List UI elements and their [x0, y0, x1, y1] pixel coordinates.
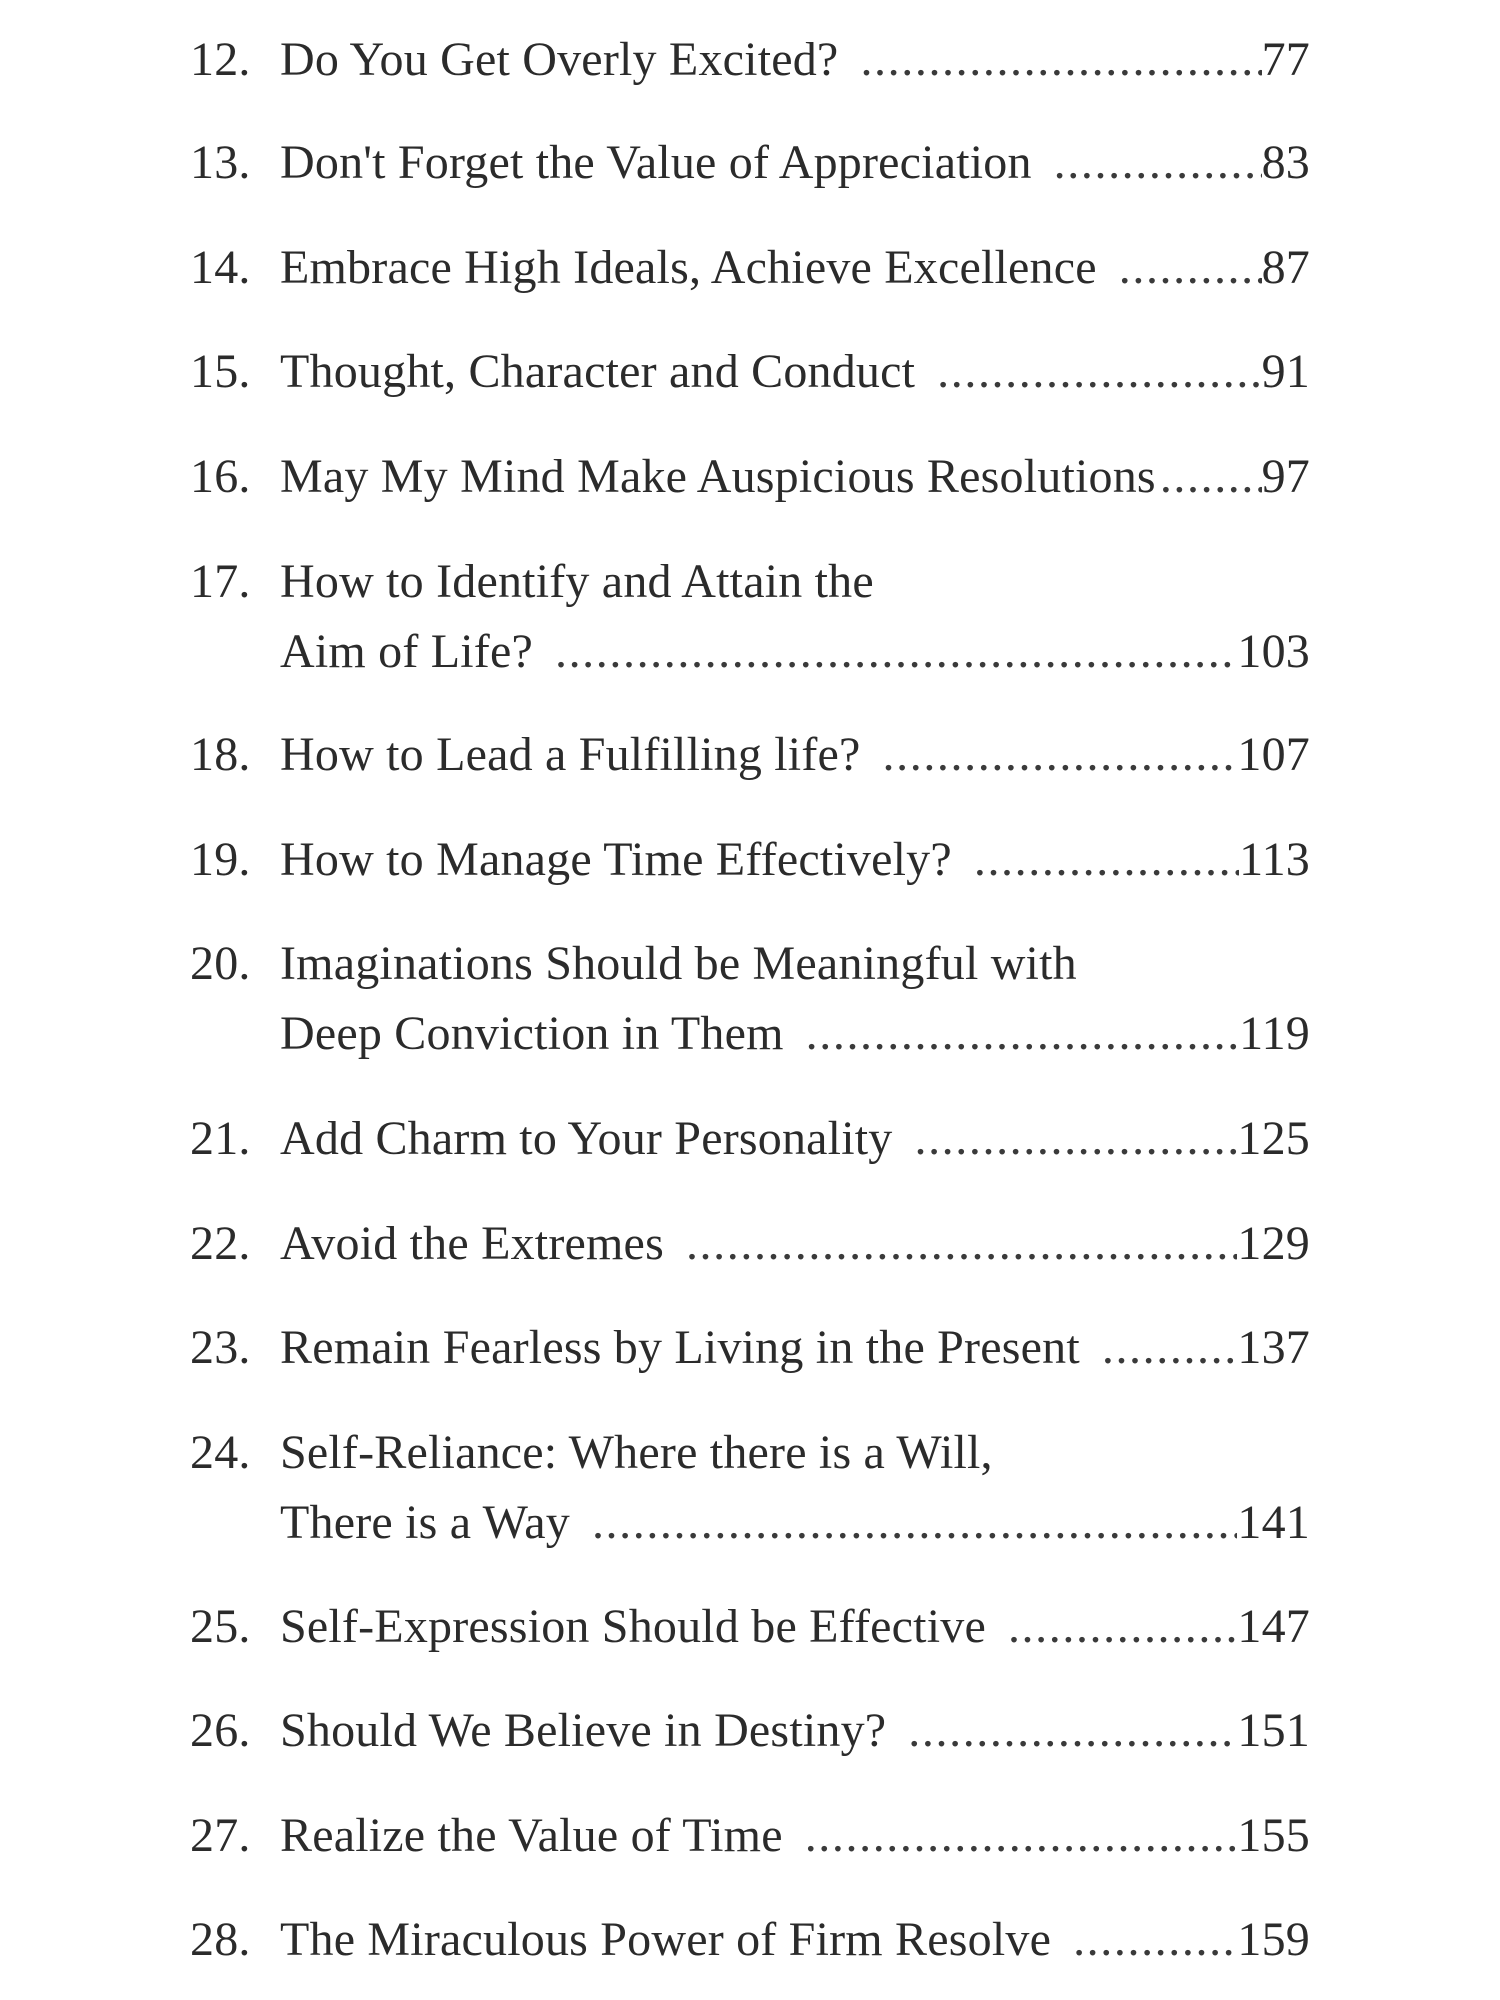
entry-title: May My Mind Make Auspicious Resolutions [280, 450, 1156, 503]
dot-leader [555, 617, 1237, 687]
entry-title: Embrace High Ideals, Achieve Excellence [280, 241, 1097, 294]
entry-number: 16. [190, 450, 251, 503]
entry-number: 18. [190, 728, 251, 781]
dot-leader [1160, 442, 1262, 512]
dot-leader [1008, 1592, 1237, 1662]
entry-page-number: 159 [1237, 1913, 1310, 1966]
entry-page-number: 107 [1237, 728, 1310, 781]
entry-title: Do You Get Overly Excited? [280, 33, 839, 86]
entry-title: The Miraculous Power of Firm Resolve [280, 1913, 1052, 1966]
entry-page-number: 83 [1261, 136, 1310, 189]
dot-leader [937, 337, 1261, 407]
dot-leader [1073, 1905, 1237, 1975]
entry-number: 13. [190, 136, 251, 189]
entry-page-number: 141 [1237, 1496, 1310, 1549]
entry-number: 22. [190, 1217, 251, 1270]
entry-page-number: 155 [1237, 1809, 1310, 1862]
entry-page-number: 137 [1237, 1321, 1310, 1374]
entry-title-line-1: How to Identify and Attain the [280, 555, 874, 608]
dot-leader [1119, 233, 1262, 303]
dot-leader [908, 1696, 1237, 1766]
entry-page-number: 113 [1239, 833, 1310, 886]
entry-number: 20. [190, 937, 251, 990]
dot-leader [1054, 128, 1262, 198]
entry-title: Thought, Character and Conduct [280, 345, 916, 398]
entry-page-number: 97 [1261, 450, 1310, 503]
entry-number: 17. [190, 555, 251, 608]
entry-page-number: 125 [1237, 1112, 1310, 1165]
dot-leader [686, 1209, 1237, 1279]
dot-leader [1102, 1313, 1238, 1383]
dot-leader [806, 999, 1240, 1069]
entry-page-number: 77 [1261, 33, 1310, 86]
dot-leader [914, 1104, 1237, 1174]
entry-title: How to Lead a Fulfilling life? [280, 728, 861, 781]
entry-number: 28. [190, 1913, 251, 1966]
entry-title: Avoid the Extremes [280, 1217, 664, 1270]
entry-title-line-2: There is a Way [280, 1496, 570, 1549]
dot-leader [592, 1488, 1237, 1558]
entry-page-number: 129 [1237, 1217, 1310, 1270]
entry-title: Should We Believe in Destiny? [280, 1704, 887, 1757]
entry-number: 23. [190, 1321, 251, 1374]
dot-leader [860, 25, 1261, 95]
entry-title-line-1: Self-Reliance: Where there is a Will, [280, 1426, 993, 1479]
entry-number: 15. [190, 345, 251, 398]
entry-title-line-2: Aim of Life? [280, 625, 533, 678]
entry-title: Don't Forget the Value of Appreciation [280, 136, 1032, 189]
entry-number: 14. [190, 241, 251, 294]
entry-page-number: 91 [1261, 345, 1310, 398]
entry-page-number: 147 [1237, 1600, 1310, 1653]
dot-leader [974, 825, 1239, 895]
dot-leader [883, 720, 1238, 790]
entry-number: 12. [190, 33, 251, 86]
entry-number: 21. [190, 1112, 251, 1165]
entry-title-line-1: Imaginations Should be Meaningful with [280, 937, 1077, 990]
entry-page-number: 103 [1237, 625, 1310, 678]
dot-leader [805, 1801, 1238, 1871]
entry-number: 19. [190, 833, 251, 886]
entry-title: Add Charm to Your Personality [280, 1112, 893, 1165]
entry-number: 24. [190, 1426, 251, 1479]
entry-page-number: 87 [1261, 241, 1310, 294]
entry-page-number: 119 [1239, 1007, 1310, 1060]
entry-page-number: 151 [1237, 1704, 1310, 1757]
entry-title: Self-Expression Should be Effective [280, 1600, 986, 1653]
entry-number: 26. [190, 1704, 251, 1757]
entry-title: Realize the Value of Time [280, 1809, 783, 1862]
entry-title: Remain Fearless by Living in the Present [280, 1321, 1080, 1374]
entry-title: How to Manage Time Effectively? [280, 833, 952, 886]
entry-title-line-2: Deep Conviction in Them [280, 1007, 784, 1060]
entry-number: 27. [190, 1809, 251, 1862]
entry-number: 25. [190, 1600, 251, 1653]
